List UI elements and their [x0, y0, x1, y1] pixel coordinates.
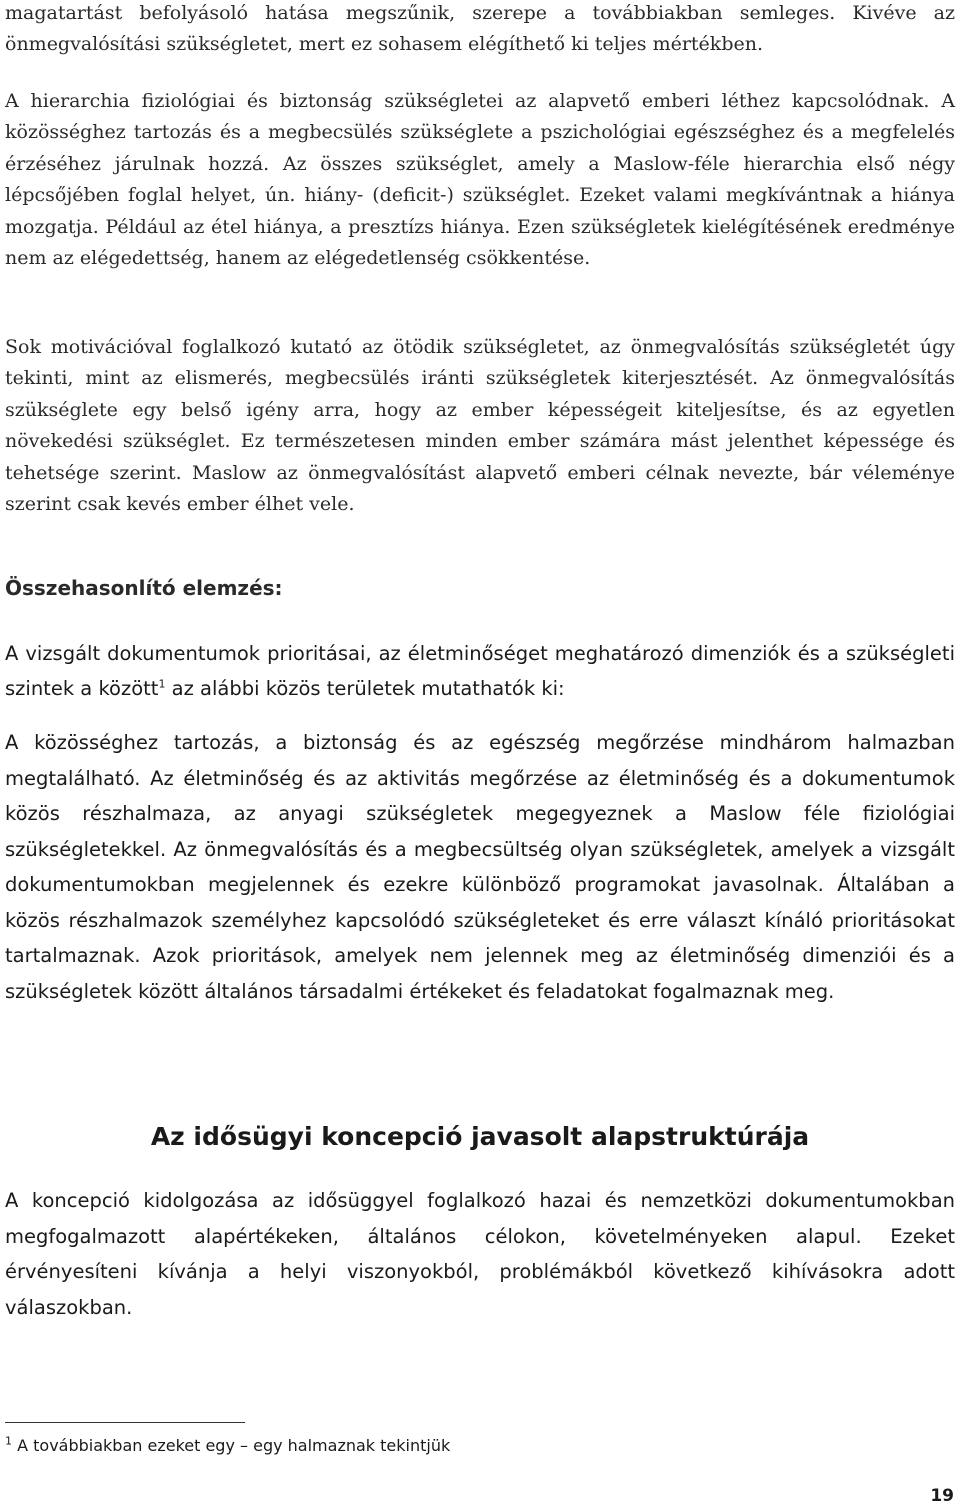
paragraph-text-start: A vizsgált dokumentumok prioritásai, az életminőséget meghatározó dimenziók és a szükségleti szintek a között — [5, 642, 955, 700]
page-number: 19 — [930, 1486, 954, 1506]
paragraph-document-priorities — [5, 636, 955, 706]
paragraph-self-actualization-intro: magatartást befolyásoló hatása megszűnik, szerepe a továbbiakban semleges. Kivéve az önmegvalósítási szükségletet, mert ez sohasem elégíthető ki teljes mértékben. — [5, 2, 955, 56]
comparison-heading: Összehasonlító elemzés: — [5, 576, 283, 600]
footnote-reference[interactable]: 1 — [158, 677, 166, 691]
paragraph-text-end: az alábbi közös területek mutathatók ki: — [165, 677, 565, 700]
footnote — [5, 1436, 450, 1455]
paragraph-self-actualization: Sok motivációval foglalkozó kutató az ötödik szükségletet, az önmegvalósítás szükségletét úgy tekinti, mint az elismerés, megbecsülés iránti szükségletek kiterjesztését. Az önmegvalósítás szükséglete egy belső igény arra, hogy az ember képességeit kiteljesítse, és az egyetlen növekedési szükséglet. Ez természetesen minden ember számára mást jelenthet képessége és tehetsége szerint. Maslow az önmegvalósítást alapvető emberi célnak nevezte, bár véleménye szerint csak kevés ember élhet vele. — [5, 336, 955, 516]
footnote-divider — [5, 1422, 245, 1423]
paragraph-concept-basis: A koncepció kidolgozása az idősüggyel foglalkozó hazai és nemzetközi dokumentumokban megfogalmazott alapértékeken, általános célokon, követelményeken alapul. Ezeket érvényesíteni kívánja a helyi viszonyokból, problémákból következő kihívásokra adott válaszokban. — [5, 1189, 955, 1319]
section-title: Az idősügyi koncepció javasolt alapstruktúrája — [150, 1122, 810, 1151]
paragraph-common-areas: A közösséghez tartozás, a biztonság és az egészség megőrzése mindhárom halmazban megtalálható. Az életminőség és az aktivitás megőrzése az életminőség és a dokumentumok közös részhalmaza, az anyagi szükségletek megegyeznek a Maslow féle fiziológiai szükségletekkel. Az önmegvalósítás és a megbecsültség olyan szükségletek, amelyek a vizsgált dokumentumokban megjelennek és ezekre különböző programokat javasolnak. Általában a közös részhalmazok személyhez kapcsolódó szükségleteket és erre választ kínáló prioritásokat tartalmaznak. Azok prioritások, amelyek nem jelennek meg az életminőség dimenziói és a szükségletek között általános társadalmi értékeket és feladatokat fogalmaznak meg. — [5, 731, 955, 1003]
paragraph-maslow-hierarchy: A hierarchia fiziológiai és biztonság szükségletei az alapvető emberi léthez kapcsolódnak. A közösséghez tartozás és a megbecsülés szükséglete a pszichológiai egészséghez és a megfelelés érzéséhez járulnak hozzá. Az összes szükséglet, amely a Maslow-féle hierarchia első négy lépcsőjében foglal helyet, ún. hiány- (deficit-) szükséglet. Ezeket valami megkívántnak a hiánya mozgatja. Például az étel hiánya, a presztízs hiánya. Ezen szükségletek kielégítésének eredménye nem az elégedettség, hanem az elégedetlenség csökkentése. — [5, 90, 955, 270]
footnote-text: A továbbiakban ezeket egy – egy halmaznak tekintjük — [17, 1436, 451, 1455]
footnote-marker: 1 — [5, 1434, 12, 1448]
